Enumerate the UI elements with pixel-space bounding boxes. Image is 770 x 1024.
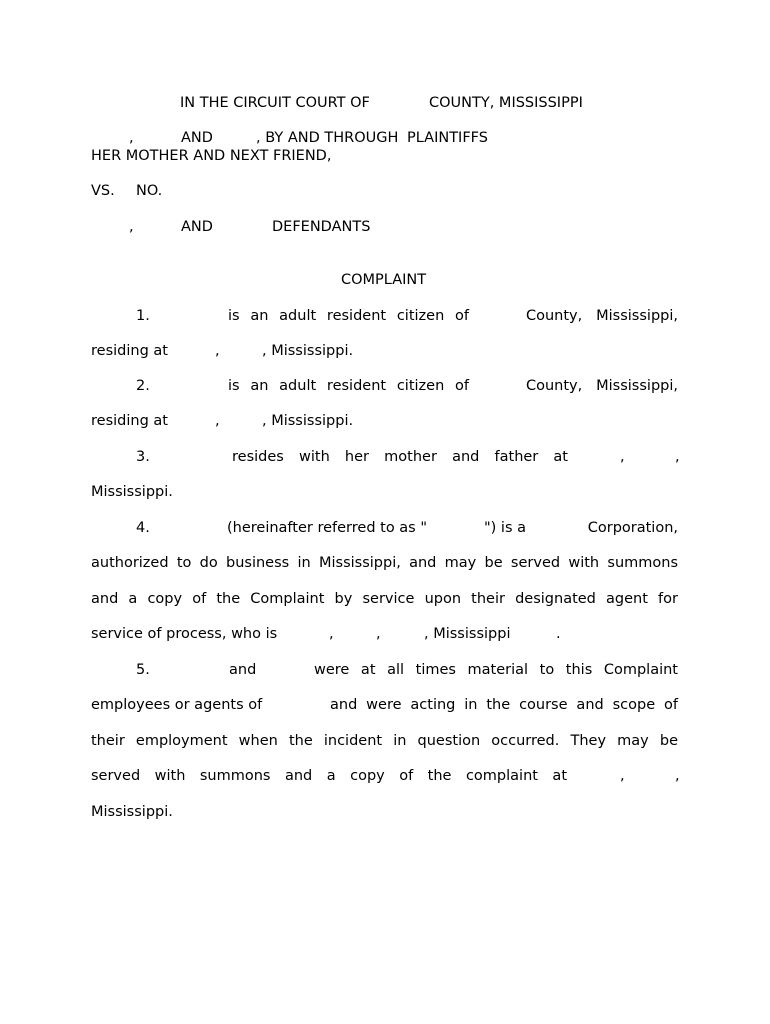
paragraph-5-comma-2: ,	[675, 768, 680, 784]
paragraph-2-residing: residing at	[91, 413, 168, 429]
paragraph-5-number: 5.	[136, 662, 150, 678]
paragraph-4-comma-1: ,	[329, 626, 334, 642]
paragraph-3-line-1-text: resides with her mother and father at	[232, 449, 568, 465]
paragraph-1-comma: ,	[215, 343, 220, 359]
paragraph-4-line-2: authorized to do business in Mississippi, and may be served with summons	[91, 555, 678, 571]
paragraph-5-employees: employees or agents of	[91, 697, 263, 713]
paragraph-3-comma-1: ,	[620, 449, 625, 465]
paragraph-2-number: 2.	[136, 378, 150, 394]
court-heading-suffix: COUNTY, MISSISSIPPI	[429, 95, 583, 111]
plaintiff-and: AND	[181, 130, 213, 146]
plaintiff-comma: ,	[129, 130, 134, 146]
paragraph-1-state: , Mississippi.	[262, 343, 354, 359]
paragraph-2-state: , Mississippi.	[262, 413, 354, 429]
paragraph-3-comma-2: ,	[675, 449, 680, 465]
paragraph-3-number: 3.	[136, 449, 150, 465]
paragraph-1-line-1-end: County, Mississippi,	[526, 308, 678, 324]
plaintiffs-label: PLAINTIFFS	[407, 130, 488, 146]
paragraph-5-line-4-text: served with summons and a copy of the complaint at	[91, 768, 567, 784]
paragraph-4-period: .	[556, 626, 561, 642]
paragraph-4-hereinafter: (hereinafter referred to as "	[227, 520, 428, 536]
defendant-and: AND	[181, 219, 213, 235]
paragraph-4-number: 4.	[136, 520, 150, 536]
court-heading-prefix: IN THE CIRCUIT COURT OF	[180, 95, 370, 111]
paragraph-4-corporation: Corporation,	[587, 520, 678, 536]
paragraph-5-and: and	[229, 662, 257, 678]
plaintiff-through: , BY AND THROUGH	[256, 130, 399, 146]
paragraph-3-line-2: Mississippi.	[91, 484, 173, 500]
defendant-comma: ,	[129, 219, 134, 235]
paragraph-5-line-2-end: and were acting in the course and scope of	[330, 697, 678, 713]
paragraph-1-residing: residing at	[91, 343, 168, 359]
paragraph-5-line-3: their employment when the incident in question occurred. They may be	[91, 733, 678, 749]
paragraph-5-comma-1: ,	[620, 768, 625, 784]
paragraph-4-is-a: ") is a	[484, 520, 527, 536]
plaintiff-line-2: HER MOTHER AND NEXT FRIEND,	[91, 148, 332, 164]
document-title: COMPLAINT	[341, 272, 427, 288]
paragraph-4-line-3: and a copy of the Complaint by service upon their designated agent for	[91, 591, 678, 607]
paragraph-2-line-1-end: County, Mississippi,	[526, 378, 678, 394]
paragraph-4-comma-2: ,	[376, 626, 381, 642]
paragraph-2-comma: ,	[215, 413, 220, 429]
case-number-label: NO.	[136, 183, 163, 199]
paragraph-5-line-1-end: were at all times material to this Complaint	[314, 662, 678, 678]
paragraph-4-line-4-text: service of process, who is	[91, 626, 278, 642]
paragraph-5-line-5: Mississippi.	[91, 804, 173, 820]
paragraph-1-number: 1.	[136, 308, 150, 324]
paragraph-1-line-1-text: is an adult resident citizen of	[228, 308, 469, 324]
defendants-label: DEFENDANTS	[272, 219, 371, 235]
paragraph-4-state: , Mississippi	[424, 626, 511, 642]
paragraph-2-line-1-text: is an adult resident citizen of	[228, 378, 469, 394]
versus-label: VS.	[91, 183, 115, 199]
